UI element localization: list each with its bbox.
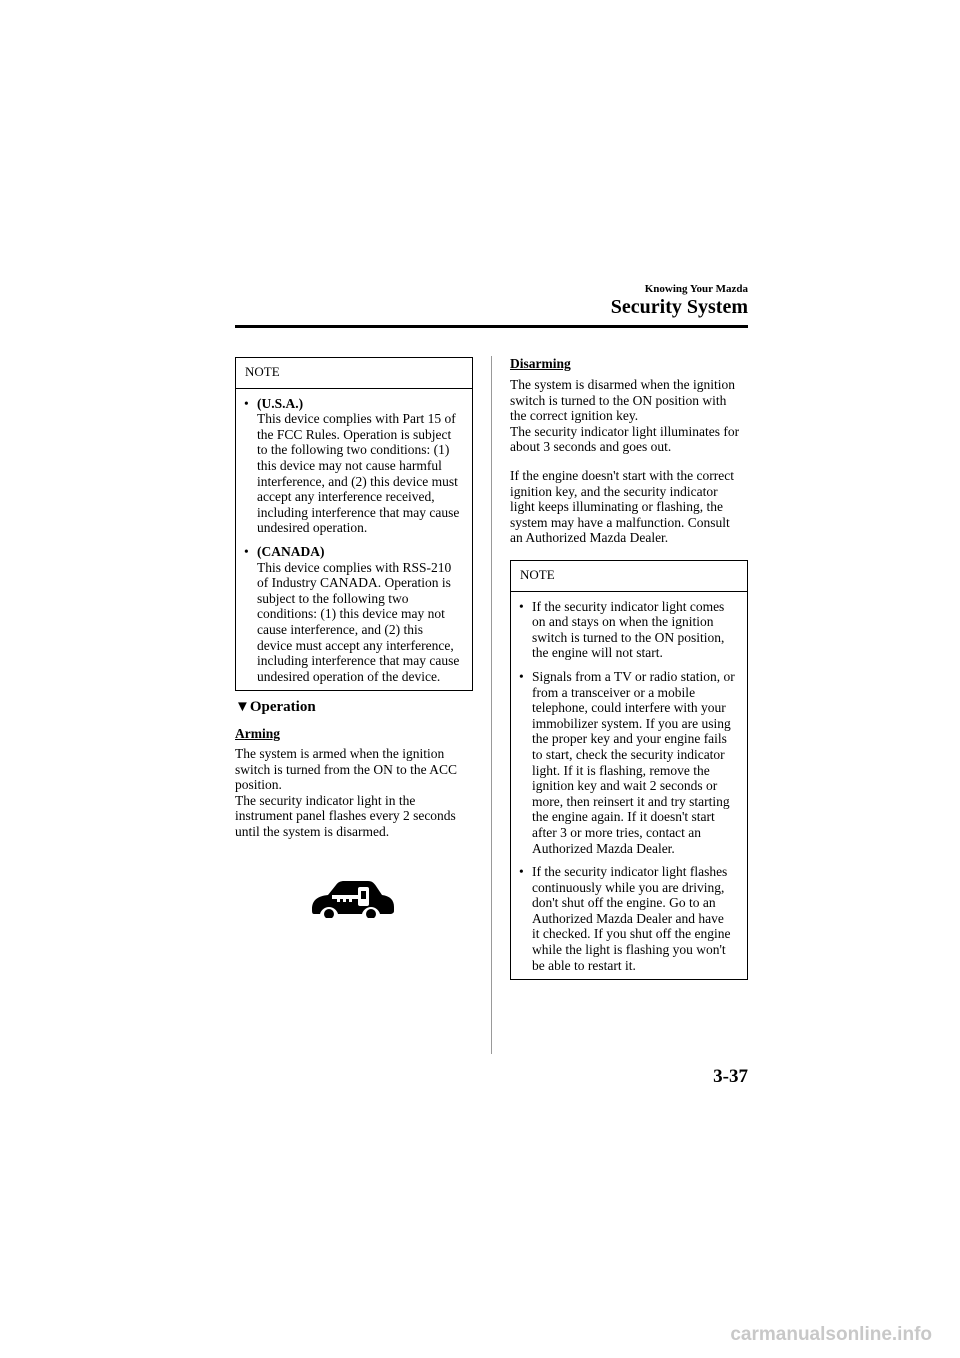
- note-line: on and stays on when the ignition: [532, 614, 714, 630]
- note-line: continuously while you are driving,: [532, 879, 725, 895]
- note-line: telephone, could interfere with your: [532, 700, 726, 716]
- note-line: the engine will not start.: [532, 645, 663, 661]
- note-item: [519, 599, 739, 661]
- note-line: while the light is flashing you won't: [532, 942, 726, 958]
- note-line: ignition key and wait 2 seconds or: [532, 778, 718, 794]
- note-heading: NOTE: [236, 358, 472, 389]
- note-line: cause interference, and (2) this: [257, 621, 424, 637]
- note-line: after 3 or more tries, contact an: [532, 824, 702, 840]
- section-title: Security System: [610, 296, 748, 318]
- note-line: the FCC Rules. Operation is subject: [257, 426, 452, 442]
- paragraph-line: The system is armed when the ignition: [235, 746, 445, 761]
- note-line: accept any interference received,: [257, 489, 435, 505]
- page-number: 3-37: [713, 1066, 748, 1087]
- triangle-marker-icon: ▼: [235, 699, 250, 715]
- note-line: switch is turned to the ON position,: [532, 629, 725, 645]
- note-line: This device complies with Part 15 of: [257, 411, 456, 427]
- paragraph-line: If the engine doesn't start with the correct: [510, 468, 734, 483]
- operation-heading-text: Operation: [249, 699, 316, 715]
- note-line: undesired operation.: [257, 520, 368, 536]
- note-line: Authorized Mazda Dealer and have: [532, 910, 724, 926]
- security-indicator-car-key-icon: [306, 876, 396, 918]
- arming-heading: Arming: [235, 726, 280, 741]
- paragraph-line: switch is turned to the ON position with: [510, 392, 727, 408]
- note-line: the engine again. If it doesn't start: [532, 809, 715, 825]
- paragraph-line: until the system is disarmed.: [235, 823, 390, 839]
- column-divider: [491, 356, 492, 1054]
- paragraph-line: the correct ignition key.: [510, 408, 639, 424]
- note-line: device must accept any interference,: [257, 637, 454, 653]
- paragraph-line: The security indicator light in the: [235, 792, 416, 808]
- header-rule: [235, 325, 748, 328]
- note-box-left: [235, 357, 473, 691]
- note-line: including interference that may cause: [257, 653, 460, 669]
- note-line: more, then reinsert it and try starting: [532, 793, 730, 809]
- note-item-label: • (U.S.A.): [257, 395, 304, 411]
- note-line: Authorized Mazda Dealer.: [532, 840, 675, 856]
- note-line: undesired operation of the device.: [257, 668, 441, 684]
- note-line: be able to restart it.: [532, 957, 636, 973]
- paragraph-line: about 3 seconds and goes out.: [510, 439, 672, 455]
- note-line: • If the security indicator light comes: [532, 598, 725, 614]
- note-item: [519, 669, 739, 856]
- paragraph-line: an Authorized Mazda Dealer.: [510, 530, 669, 546]
- note-line: don't shut off the engine. Go to an: [532, 895, 716, 911]
- note-line: from a transceiver or a mobile: [532, 684, 696, 700]
- note-line: subject to the following two: [257, 590, 409, 606]
- note-line: • Signals from a TV or radio station, or: [532, 668, 735, 684]
- paragraph-line: The security indicator light illuminates for: [510, 423, 740, 439]
- note-item-usa: [244, 396, 464, 536]
- note-item-canada: [244, 544, 464, 684]
- disarming-paragraph-2: [510, 468, 755, 546]
- chapter-title: Knowing Your Mazda: [644, 283, 748, 295]
- paragraph-line: light keeps illuminating or flashing, the: [510, 499, 723, 515]
- note-line: immobilizer system. If you are using: [532, 715, 731, 731]
- paragraph-line: switch is turned from the ON to the ACC: [235, 761, 457, 777]
- note-line: including interference that may cause: [257, 504, 460, 520]
- paragraph-line: instrument panel flashes every 2 seconds: [235, 808, 456, 824]
- note-line: This device complies with RSS-210: [257, 559, 452, 575]
- note-line: interference, and (2) this device must: [257, 473, 458, 489]
- paragraph-line: The system is disarmed when the ignition: [510, 377, 735, 392]
- note-line: to start, check the security indicator: [532, 746, 725, 762]
- note-line: it checked. If you shut off the engine: [532, 926, 731, 942]
- paragraph-line: ignition key, and the security indicator: [510, 483, 718, 499]
- note-line: to the following two conditions: (1): [257, 442, 450, 458]
- note-item: [519, 864, 739, 973]
- note-line: of Industry CANADA. Operation is: [257, 575, 451, 591]
- arming-paragraph: [235, 746, 485, 840]
- note-line: light. If it is flashing, remove the: [532, 762, 710, 778]
- watermark: carmanualsonline.info: [730, 1324, 932, 1345]
- note-line: this device may not cause harmful: [257, 457, 442, 473]
- note-heading: NOTE: [511, 561, 747, 592]
- disarming-paragraph-1: [510, 377, 755, 455]
- note-line: • If the security indicator light flashes: [532, 864, 728, 880]
- note-item-label: • (CANADA): [257, 543, 325, 559]
- note-line: the proper key and your engine fails: [532, 731, 727, 747]
- disarming-heading: Disarming: [510, 356, 571, 371]
- note-line: conditions: (1) this device may not: [257, 606, 445, 622]
- note-box-right: [510, 560, 748, 980]
- paragraph-line: system may have a malfunction. Consult: [510, 514, 730, 530]
- paragraph-line: position.: [235, 777, 282, 793]
- operation-heading: [235, 699, 316, 716]
